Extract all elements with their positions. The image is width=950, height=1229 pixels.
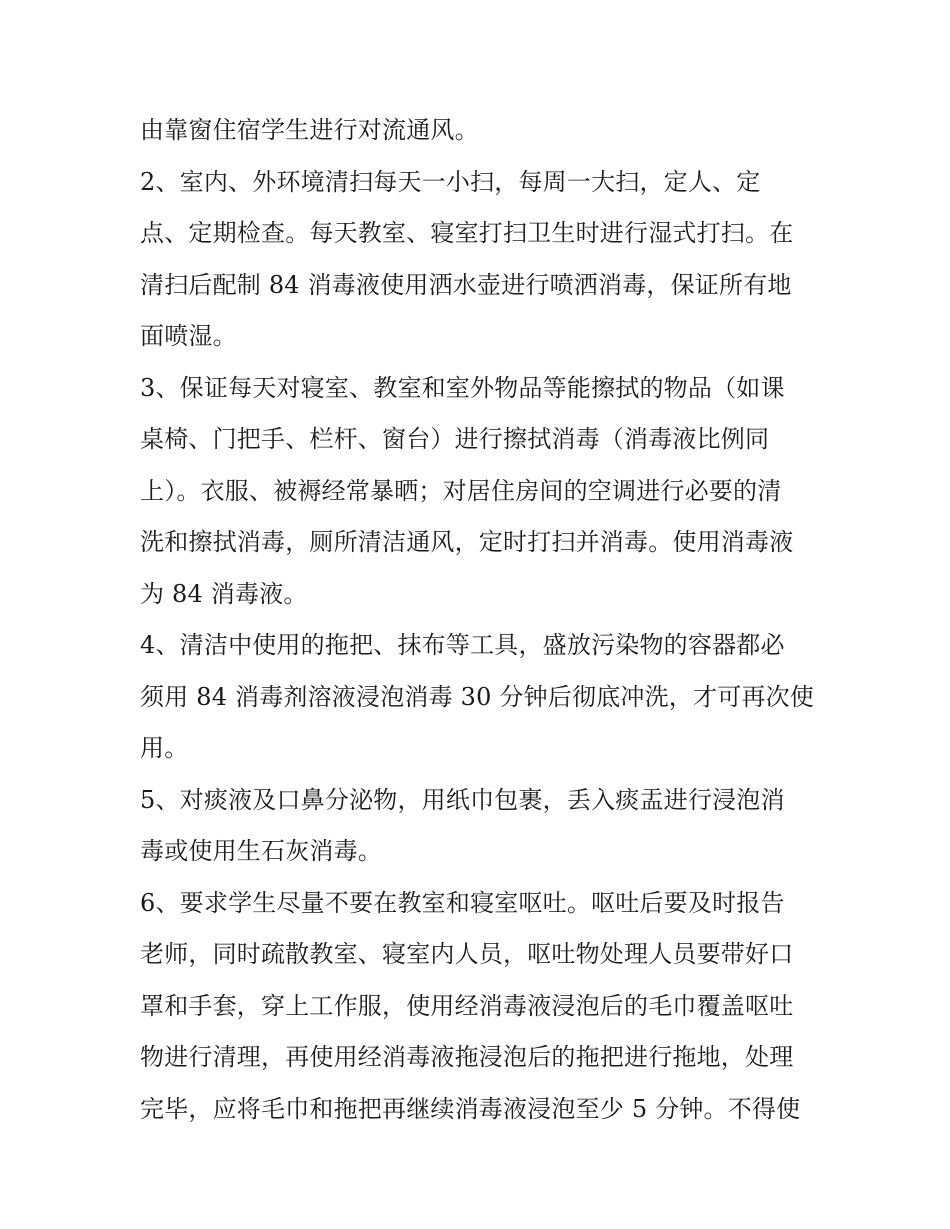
text-line: 用。 bbox=[140, 734, 189, 762]
text-line: 2、室内、外环境清扫每天一小扫，每周一大扫，定人、定 bbox=[140, 167, 761, 196]
document-body bbox=[140, 105, 820, 1135]
text-line: 面喷湿。 bbox=[140, 322, 237, 350]
text-line: 桌椅、门把手、栏杆、窗台）进行擦拭消毒（消毒液比例同 bbox=[140, 425, 770, 453]
text-line: 3、保证每天对寝室、教室和室外物品等能擦拭的物品（如课 bbox=[140, 373, 785, 402]
text-line: 4、清洁中使用的拖把、抹布等工具，盛放污染物的容器都必 bbox=[140, 631, 785, 659]
text-line: 须用 84 消毒剂溶液浸泡消毒 30 分钟后彻底冲洗，才可再次使 bbox=[140, 682, 814, 711]
text-line: 5、对痰液及口鼻分泌物，用纸巾包裹，丢入痰盂进行浸泡消 bbox=[140, 785, 785, 814]
text-line: 老师，同时疏散教室、寝室内人员，呕吐物处理人员要带好口 bbox=[140, 940, 794, 968]
text-line: 清扫后配制 84 消毒液使用洒水壶进行喷洒消毒，保证所有地 bbox=[140, 270, 792, 299]
text-line: 上）。衣服、被褥经常暴晒；对居住房间的空调进行必要的清 bbox=[140, 476, 782, 505]
text-line: 为 84 消毒液。 bbox=[140, 579, 308, 608]
text-line: 罩和手套，穿上工作服，使用经消毒液浸泡后的毛巾覆盖呕吐 bbox=[140, 991, 794, 1020]
text-line: 点、定期检查。每天教室、寝室打扫卫生时进行湿式打扫。在 bbox=[140, 219, 794, 247]
text-line: 洗和擦拭消毒，厕所清洁通风，定时打扫并消毒。使用消毒液 bbox=[140, 528, 794, 556]
text-line: 完毕，应将毛巾和拖把再继续消毒液浸泡至少 5 分钟。不得使 bbox=[140, 1094, 801, 1123]
text-line: 6、要求学生尽量不要在教室和寝室呕吐。呕吐后要及时报告 bbox=[140, 888, 785, 917]
text-line: 由靠窗住宿学生进行对流通风。 bbox=[140, 116, 479, 144]
text-line: 物进行清理，再使用经消毒液拖浸泡后的拖把进行拖地，处理 bbox=[140, 1043, 794, 1071]
text-line: 毒或使用生石灰消毒。 bbox=[140, 837, 382, 865]
